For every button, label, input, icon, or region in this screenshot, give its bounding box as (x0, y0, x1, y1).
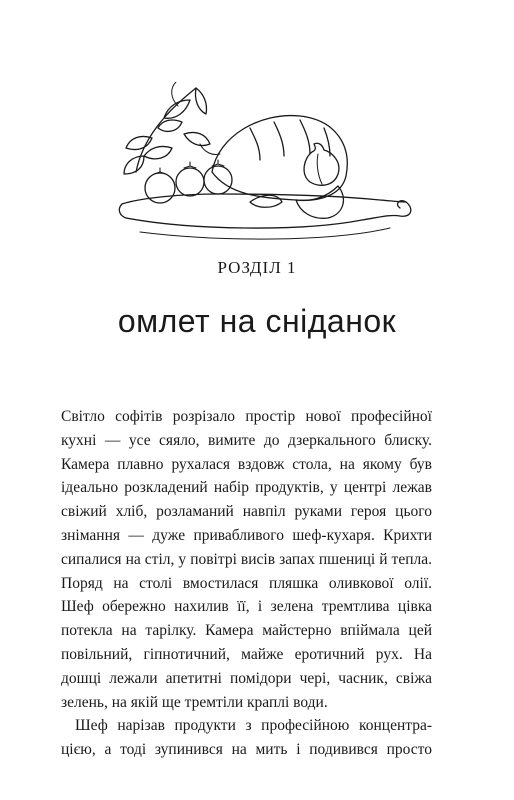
text-line: свіжий хліб, розламаний навпіл руками героя цього (61, 503, 432, 521)
text-line: цією, а тоді зупинився на мить і подивився просто (61, 741, 432, 759)
chapter-label: РОЗДІЛ 1 (217, 258, 297, 277)
text-line: дошці лежали апетитні помідори чері, часник, свіжа (61, 669, 432, 687)
text-line: Поряд на столі вмостилася пляшка оливкової олії. (61, 574, 432, 592)
text-line: повільний, гіпнотичний, майже еротичний рух. На (61, 645, 432, 663)
text-line: Камера плавно рухалася вздовж стола, на якому був (61, 455, 432, 473)
text-line: кухні — усе сяяло, вимите до дзеркального блиску. (61, 431, 432, 449)
cutting-board-illustration-icon (100, 82, 420, 252)
text-line: знімання — дуже привабливого шеф-кухаря. Крихти (61, 526, 432, 544)
text-line-paragraph-start: Шеф нарізав продукти з професійною концентра- (75, 717, 432, 735)
text-line: ідеально розкладений набір продуктів, у центрі лежав (61, 479, 432, 497)
text-line: потекла на тарілку. Камера майстерно впіймала цей (61, 622, 432, 640)
body-text (61, 405, 432, 762)
text-line: сипалися на стіл, у повітрі висів запах пшениці й тепла. (61, 550, 432, 568)
text-line: Світло софітів розрізало простір нової професійної (61, 408, 432, 425)
chapter-title: омлет на сніданок (117, 303, 397, 339)
text-line-paragraph-end: зелень, на якій ще тремтіли краплі води. (61, 693, 328, 711)
text-line: Шеф обережно нахилив її, і зелена тремтлива цівка (61, 598, 432, 616)
